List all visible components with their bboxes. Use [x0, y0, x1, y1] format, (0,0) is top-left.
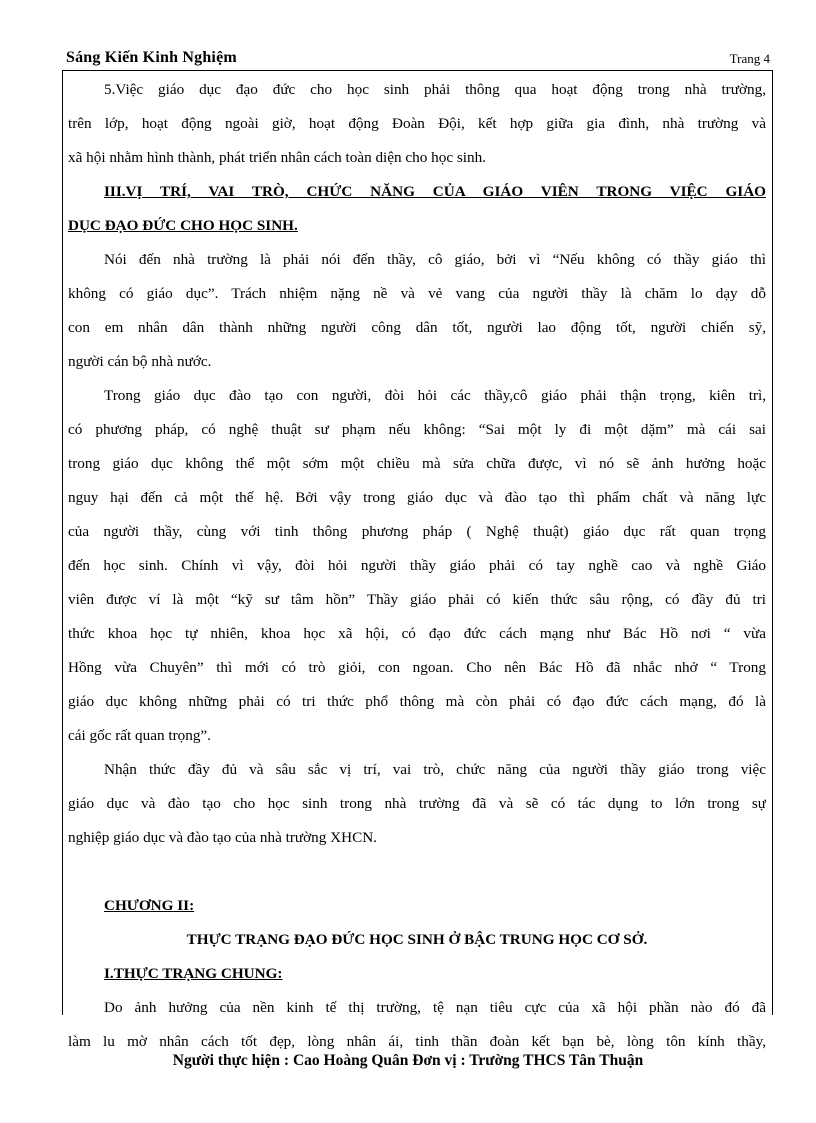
chapter-title: THỰC TRẠNG ĐẠO ĐỨC HỌC SINH Ở BẬC TRUNG HỌC CƠ SỞ.: [186, 931, 648, 948]
page-header: [66, 49, 770, 71]
paragraph-line: viên được ví là một “kỹ sư tâm hồn” Thầy giáo phải có kiến thức sâu rộng, có đầy đủ tri: [68, 591, 766, 608]
paragraph-line: giáo dục và đào tạo cho học sinh trong nhà trường đã và sẽ có tác dụng to lớn trong sự: [68, 795, 766, 812]
paragraph-line: giáo dục không những phải có tri thức phổ thông mà còn phải có đạo đức cách mạng, đó là: [68, 693, 766, 710]
paragraph-line: cái gốc rất quan trọng”.: [68, 727, 211, 744]
paragraph-line: Hồng vừa Chuyên” thì mới có trò giỏi, con ngoan. Cho nên Bác Hồ đã nhắc nhở “ Trong: [68, 659, 766, 676]
paragraph-line: nghiệp giáo dục và đào tạo của nhà trường XHCN.: [68, 829, 377, 846]
paragraph-line: Nhận thức đầy đủ và sâu sắc vị trí, vai trò, chức năng của người thầy giáo trong việc: [104, 761, 766, 778]
document-title: Sáng Kiến Kinh Nghiệm: [66, 49, 237, 66]
paragraph-line: làm lu mờ nhân cách tốt đẹp, lòng nhân ái, tinh thần đoàn kết bạn bè, lòng tôn kính thầy,: [68, 1033, 766, 1050]
paragraph-line: của người thầy, cùng với tinh thông phương pháp ( Nghệ thuật) giáo dục rất quan trọng: [68, 523, 766, 540]
paragraph-line: trên lớp, hoạt động ngoài giờ, hoạt động Đoàn Đội, kết hợp giữa gia đình, nhà trường và: [68, 115, 766, 132]
document-body: [68, 73, 766, 1059]
paragraph-line: không có giáo dục”. Trách nhiệm nặng nề và vẻ vang của người thầy là chăm lo dạy dỗ: [68, 285, 766, 302]
paragraph-line: trong giáo dục không thể một sớm một chiều mà sửa chữa được, vì nó sẽ ảnh hưởng hoặc: [68, 455, 766, 472]
chapter-heading: CHƯƠNG II:: [104, 897, 195, 914]
paragraph-line: con em nhân dân thành những người công dân tốt, người lao động tốt, người chiến sỹ,: [68, 319, 766, 336]
section-heading-line: DỤC ĐẠO ĐỨC CHO HỌC SINH.: [68, 217, 298, 234]
paragraph-line: thức khoa học tự nhiên, khoa học xã hội, có đạo đức cách mạng như Bác Hồ nơi “ vừa: [68, 625, 766, 642]
page-number: Trang 4: [729, 51, 770, 66]
paragraph-line: xã hội nhằm hình thành, phát triển nhân cách toàn diện cho học sinh.: [68, 149, 486, 166]
paragraph-line: Trong giáo dục đào tạo con người, đòi hỏi các thầy,cô giáo phải thận trọng, kiên trì,: [104, 387, 766, 404]
paragraph-line: Nói đến nhà trường là phải nói đến thầy, cô giáo, bởi vì “Nếu không có thầy giáo thì: [104, 251, 766, 268]
paragraph-line: nguy hại đến cả một thế hệ. Bởi vậy trong giáo dục và đào tạo thì phẩm chất và năng lực: [68, 489, 766, 506]
paragraph-line: đến học sinh. Chính vì vậy, đòi hỏi người thầy giáo phải có tay nghề cao và nghề Giáo: [68, 557, 766, 574]
subsection-heading: I.THỰC TRẠNG CHUNG:: [104, 965, 283, 982]
blank-line: [68, 855, 766, 889]
paragraph-line: người cán bộ nhà nước.: [68, 353, 212, 370]
section-heading-line: III.VỊ TRÍ, VAI TRÒ, CHỨC NĂNG CỦA GIÁO VIÊN TRONG VIỆC GIÁO: [104, 183, 766, 200]
paragraph-line: Do ảnh hưởng của nền kinh tế thị trường, tệ nạn tiêu cực của xã hội phần nào đó đã: [104, 999, 766, 1016]
paragraph-line: có phương pháp, có nghệ thuật sư phạm nếu không: “Sai một ly đi một dặm” mà cái sai: [68, 421, 766, 438]
paragraph-line: 5.Việc giáo dục đạo đức cho học sinh phải thông qua hoạt động trong nhà trường,: [104, 81, 766, 98]
page-footer: Người thực hiện : Cao Hoàng Quân Đơn vị : Trường THCS Tân Thuận: [172, 1052, 644, 1069]
